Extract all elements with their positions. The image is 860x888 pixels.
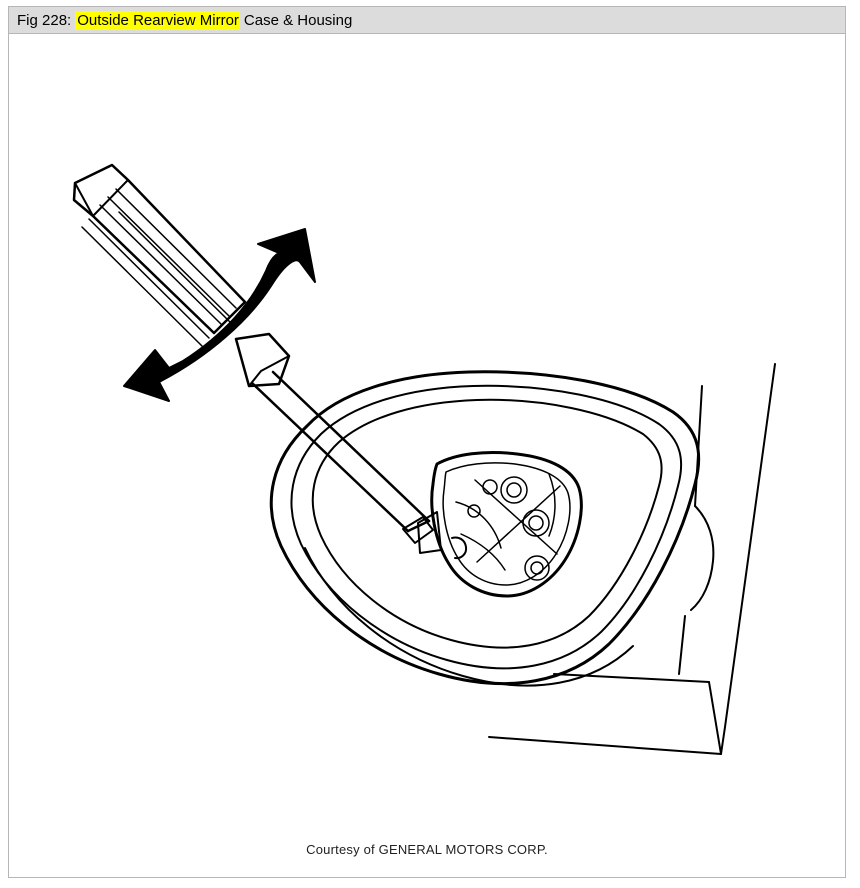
figure-caption-bar bbox=[9, 7, 845, 34]
figure-panel bbox=[8, 6, 846, 878]
mirror-housing bbox=[271, 372, 698, 686]
pry-direction-arrow bbox=[124, 229, 315, 401]
mirror-glass-backing-plate bbox=[418, 452, 581, 596]
figure-number: Fig 228: bbox=[17, 11, 72, 29]
figure-title-highlight: Outside Rearview Mirror bbox=[77, 11, 239, 29]
door-panel bbox=[489, 364, 775, 754]
illustration-area bbox=[9, 34, 845, 877]
courtesy-text: Courtesy of GENERAL MOTORS CORP. bbox=[306, 842, 548, 857]
figure-title-suffix: Case & Housing bbox=[243, 11, 353, 29]
outside-rearview-mirror-diagram bbox=[9, 34, 845, 877]
screwdriver bbox=[74, 165, 433, 543]
